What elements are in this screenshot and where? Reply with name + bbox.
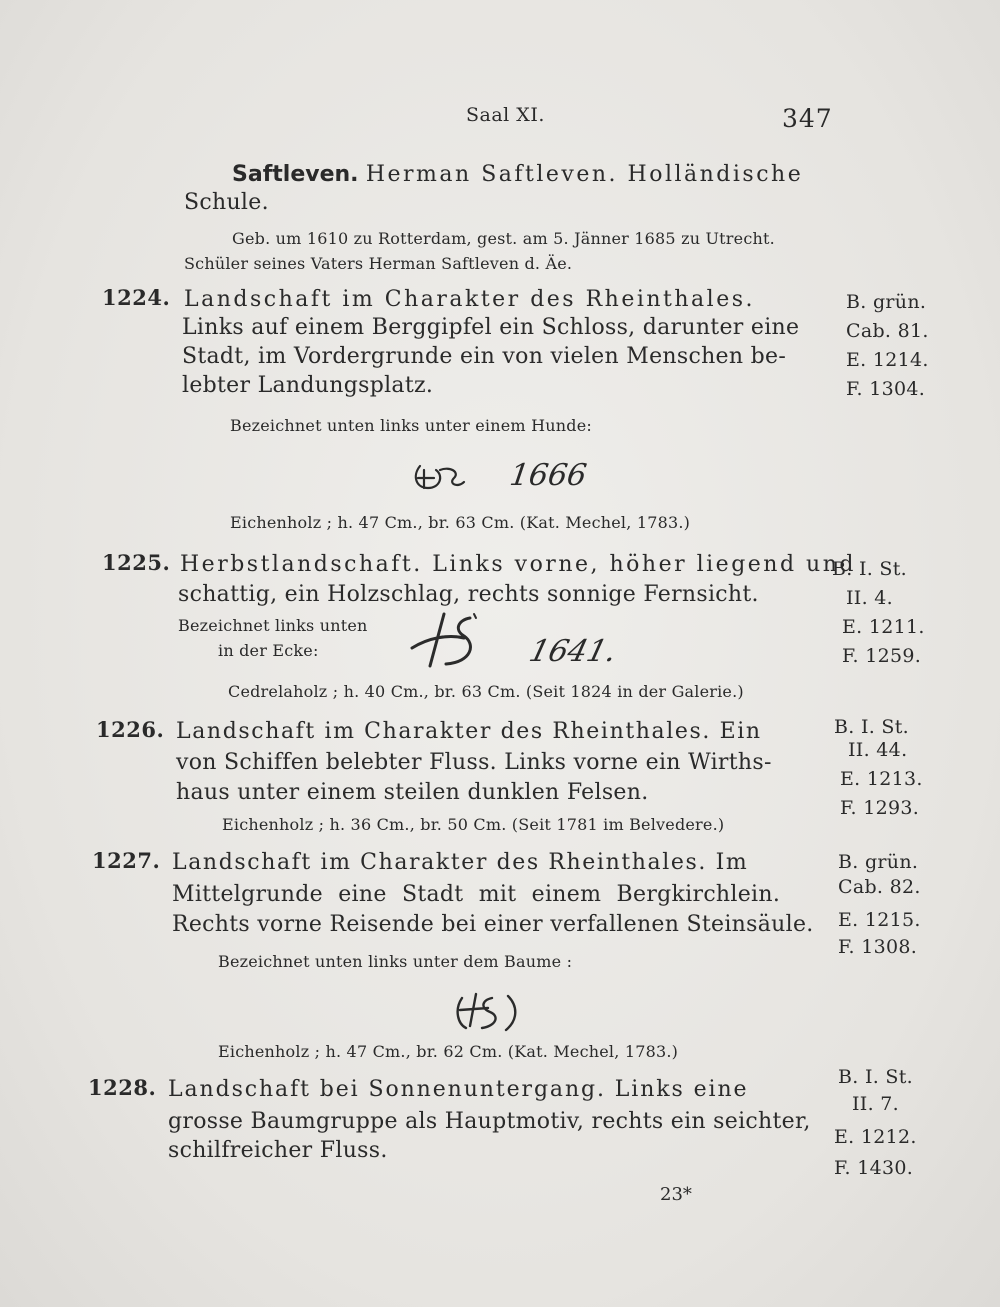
catalog-refs (834, 713, 923, 823)
monogram-signature (454, 988, 524, 1038)
entry-text-line: Rechts vorne Reisende bei einer verfallenen Steinsäule. (172, 912, 814, 937)
catalog-refs (846, 288, 929, 404)
entry-title-line: Landschaft im Charakter des Rheinthales. Im (172, 850, 749, 875)
signature-note: in der Ecke: (218, 641, 319, 660)
entry-title-line: Landschaft im Charakter des Rheinthales. Ein (176, 719, 762, 744)
artist-bio-line-1: Geb. um 1610 zu Rotterdam, gest. am 5. Jänner 1685 zu Utrecht. (232, 229, 775, 248)
printer-signature-mark: 23* (660, 1184, 692, 1205)
entry-number: 1225. (102, 550, 171, 575)
ref-line: Cab. 82. (838, 876, 921, 898)
entry-text-line: Mittelgrunde eine Stadt mit einem Bergkirchlein. (172, 882, 781, 907)
page-number: 347 (782, 104, 833, 133)
ref-line: II. 44. (848, 739, 908, 761)
entry-number: 1227. (92, 848, 161, 873)
artist-name: Saftleven. (232, 162, 359, 187)
entry-title-line: Landschaft bei Sonnenuntergang. Links eine (168, 1077, 749, 1102)
ref-line: B. I. St. (832, 558, 908, 580)
artist-heading (232, 160, 803, 189)
signature-date: 1641. (525, 634, 621, 669)
signature-note: Bezeichnet unten links unter einem Hunde: (230, 416, 592, 435)
catalog-refs (832, 555, 925, 671)
ref-line: F. 1259. (842, 645, 922, 667)
entry-title-line: Landschaft im Charakter des Rheinthales. (184, 287, 756, 312)
entry-text-line: schattig, ein Holzschlag, rechts sonnige Fernsicht. (178, 582, 759, 607)
entry-number: 1226. (96, 717, 165, 742)
ref-line: E. 1213. (840, 768, 923, 790)
entry-text-line: Stadt, im Vordergrunde ein von vielen Menschen be- (182, 344, 787, 369)
ref-line: F. 1304. (846, 378, 926, 400)
ref-line: II. 7. (852, 1093, 900, 1115)
entry-text-line: von Schiffen belebter Fluss. Links vorne ein Wirths- (176, 750, 772, 775)
material-line: Eichenholz ; h. 36 Cm., br. 50 Cm. (Seit 1781 im Belvedere.) (222, 815, 725, 834)
ref-line: E. 1212. (834, 1126, 917, 1148)
ref-line: B. grün. (846, 291, 927, 313)
ref-line: B. I. St. (838, 1066, 914, 1088)
entry-text-line: lebter Landungsplatz. (182, 373, 434, 398)
artist-full-name: Herman Saftleven. Holländische (365, 162, 804, 187)
material-line: Cedrelaholz ; h. 40 Cm., br. 63 Cm. (Seit 1824 in der Galerie.) (228, 682, 744, 701)
catalog-refs (834, 1063, 917, 1183)
entry-title-line (180, 550, 856, 579)
entry-number: 1224. (102, 285, 171, 310)
catalog-refs (838, 848, 921, 962)
material-line: Eichenholz ; h. 47 Cm., br. 62 Cm. (Kat. Mechel, 1783.) (218, 1042, 679, 1061)
ref-line: B. I. St. (834, 716, 910, 738)
entry-text-line: haus unter einem steilen dunklen Felsen. (176, 780, 649, 805)
entry-text-line: grosse Baumgruppe als Hauptmotiv, rechts ein seichter, (168, 1109, 811, 1134)
ref-line: II. 4. (846, 587, 894, 609)
artist-school: Schule. (184, 190, 269, 215)
ref-line: F. 1430. (834, 1157, 914, 1179)
ref-line: E. 1215. (838, 909, 921, 931)
ref-line: E. 1214. (846, 349, 929, 371)
ref-line: E. 1211. (842, 616, 925, 638)
entry-number: 1228. (88, 1075, 157, 1100)
material-line: Eichenholz ; h. 47 Cm., br. 63 Cm. (Kat. Mechel, 1783.) (230, 513, 691, 532)
running-title: Saal XI. (466, 104, 545, 126)
ref-line: F. 1293. (840, 797, 920, 819)
signature-note: Bezeichnet unten links unter dem Baume : (218, 952, 573, 971)
artist-bio-line-2: Schüler seines Vaters Herman Saftleven d. Äe. (184, 254, 573, 273)
signature-note: Bezeichnet links unten (178, 616, 368, 635)
ref-line: B. grün. (838, 851, 919, 873)
entry-text-line: schilfreicher Fluss. (168, 1138, 388, 1163)
entry-title-text: Herbstlandschaft. Links vorne, höher liegend und (180, 552, 856, 577)
ref-line: Cab. 81. (846, 320, 929, 342)
monogram-signature (408, 608, 488, 678)
monogram-signature (410, 458, 470, 498)
entry-text-line: Links auf einem Berggipfel ein Schloss, darunter eine (182, 315, 800, 340)
ref-line: F. 1308. (838, 936, 918, 958)
signature-date: 1666 (507, 458, 589, 493)
